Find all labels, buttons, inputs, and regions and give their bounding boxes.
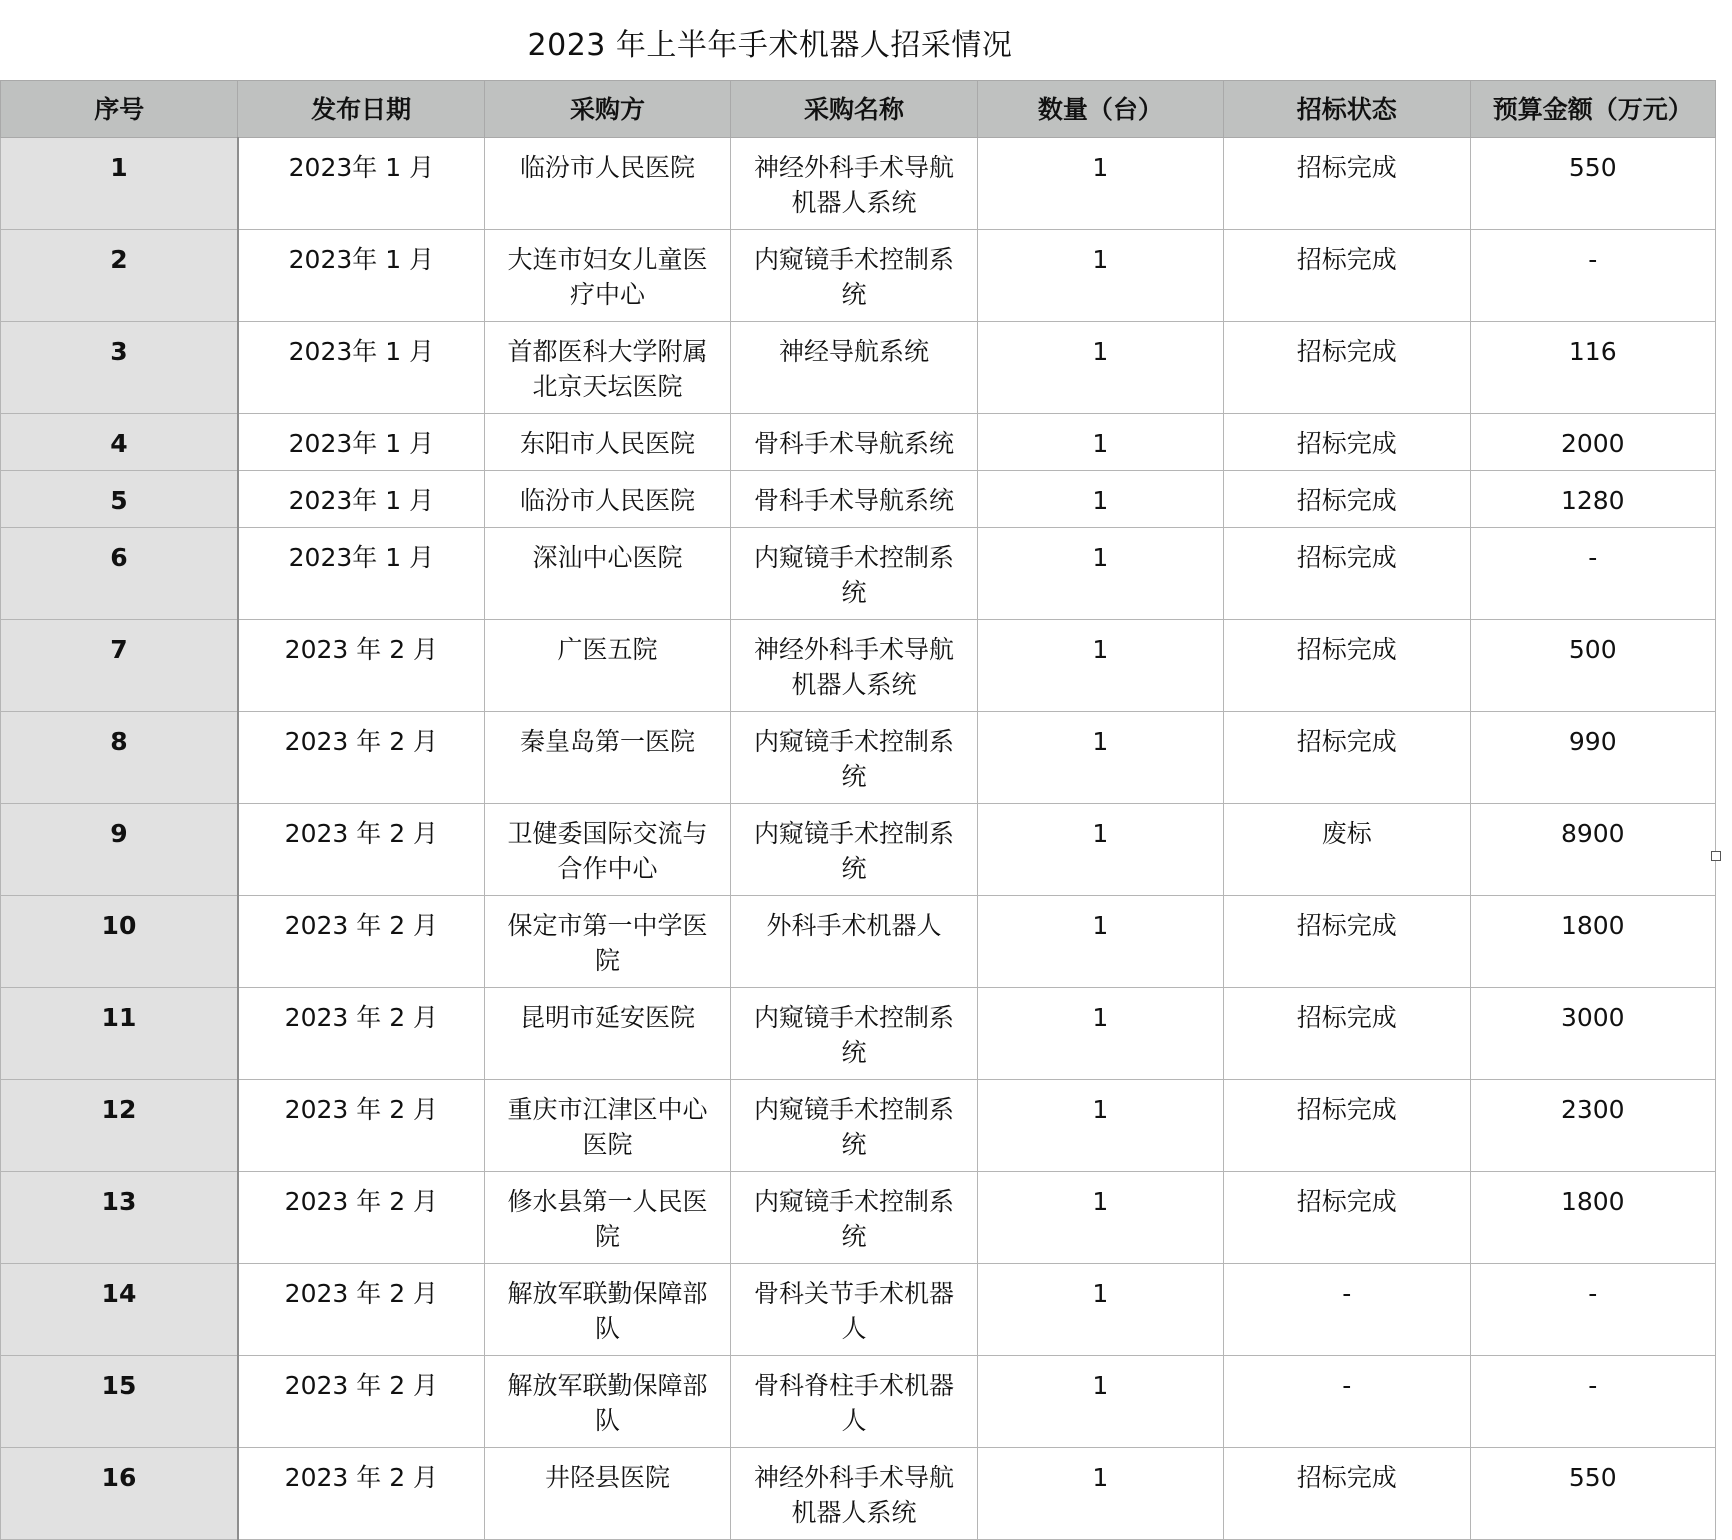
cell-qty[interactable] (977, 1448, 1223, 1540)
cell-date[interactable] (238, 471, 484, 528)
cell-date[interactable] (238, 414, 484, 471)
cell-budget-text: 550 (1568, 153, 1617, 182)
cell-name[interactable] (731, 138, 977, 230)
table-row (1, 620, 1716, 712)
cell-status-text: - (1342, 1279, 1352, 1308)
cell-date[interactable] (238, 620, 484, 712)
cell-date-text: 2023 年 2 月 (284, 819, 439, 848)
cell-name-text: 骨科手术导航系统 (753, 486, 954, 515)
cell-buyer-text: 临汾市人民医院 (520, 486, 696, 515)
cell-name[interactable] (731, 1448, 977, 1540)
page-title: 2023 年上半年手术机器人招采情况 (527, 28, 1013, 63)
cell-name[interactable] (731, 528, 977, 620)
cell-status[interactable] (1224, 712, 1470, 804)
cell-date-text: 2023 年 2 月 (284, 1279, 439, 1308)
cell-date[interactable] (238, 322, 484, 414)
cell-name[interactable] (731, 804, 977, 896)
cell-buyer-text: 首都医科大学附属北京天坛医院 (507, 337, 708, 401)
cell-buyer-text: 保定市第一中学医院 (507, 911, 708, 975)
table-row (1, 1448, 1716, 1540)
cell-status-text: 招标完成 (1296, 543, 1397, 572)
cell-no[interactable] (1, 1172, 238, 1264)
cell-qty-text: 1 (1092, 337, 1109, 366)
cell-name[interactable] (731, 896, 977, 988)
table-row (1, 804, 1716, 896)
cell-status-text: 招标完成 (1296, 1095, 1397, 1124)
cell-status[interactable] (1224, 896, 1470, 988)
cell-no[interactable] (1, 1448, 238, 1540)
cell-qty-text: 1 (1092, 245, 1109, 274)
cell-qty-text: 1 (1092, 1463, 1109, 1492)
cell-name[interactable] (731, 322, 977, 414)
table-row (1, 1264, 1716, 1356)
cell-no[interactable] (1, 414, 238, 471)
cell-buyer-text: 解放军联勤保障部队 (507, 1371, 708, 1435)
cell-budget-text: - (1588, 245, 1598, 274)
cell-budget-text: 1800 (1560, 911, 1625, 940)
cell-name-text: 神经外科手术导航机器人系统 (753, 1463, 954, 1527)
cell-name[interactable] (731, 1080, 977, 1172)
cell-name-text: 内窥镜手术控制系统 (753, 1095, 954, 1159)
cell-buyer-text: 重庆市江津区中心医院 (507, 1095, 708, 1159)
cell-buyer[interactable] (484, 1448, 730, 1540)
cell-status[interactable] (1224, 528, 1470, 620)
cell-budget-text: 1280 (1560, 486, 1625, 515)
procurement-table (0, 80, 1716, 1540)
cell-status[interactable] (1224, 1356, 1470, 1448)
cell-date[interactable] (238, 528, 484, 620)
table-row (1, 1172, 1716, 1264)
cell-budget[interactable] (1470, 471, 1715, 528)
cell-name[interactable] (731, 1356, 977, 1448)
cell-no-text: 4 (110, 429, 128, 458)
cell-date[interactable] (238, 1264, 484, 1356)
cell-no-text: 10 (101, 911, 137, 940)
cell-status-text: 招标完成 (1296, 1463, 1397, 1492)
cell-buyer[interactable] (484, 322, 730, 414)
cell-no-text: 13 (101, 1187, 137, 1216)
cell-status-text: 招标完成 (1296, 337, 1397, 366)
cell-buyer[interactable] (484, 528, 730, 620)
cell-buyer[interactable] (484, 988, 730, 1080)
col-header-buyer[interactable]: 采购方 (484, 81, 730, 138)
cell-status[interactable] (1224, 804, 1470, 896)
cell-qty-text: 1 (1092, 1003, 1109, 1032)
cell-budget-text: 3000 (1560, 1003, 1625, 1032)
cell-qty[interactable] (977, 620, 1223, 712)
cell-budget[interactable] (1470, 1080, 1715, 1172)
cell-status-text: 招标完成 (1296, 727, 1397, 756)
col-header-budget[interactable]: 预算金额（万元） (1470, 81, 1715, 138)
cell-status[interactable] (1224, 322, 1470, 414)
cell-budget-text: 116 (1568, 337, 1617, 366)
table-row (1, 414, 1716, 471)
cell-name-text: 内窥镜手术控制系统 (753, 1003, 954, 1067)
cell-name[interactable] (731, 1264, 977, 1356)
cell-date-text: 2023 年 2 月 (284, 1371, 439, 1400)
cell-budget-text: 990 (1568, 727, 1617, 756)
col-header-status[interactable]: 招标状态 (1224, 81, 1470, 138)
cell-status[interactable] (1224, 988, 1470, 1080)
spreadsheet-table[interactable] (0, 80, 1716, 1540)
cell-date[interactable] (238, 988, 484, 1080)
cell-no[interactable] (1, 138, 238, 230)
cell-date-text: 2023 年 2 月 (284, 1463, 439, 1492)
cell-date-text: 2023年 1 月 (288, 337, 435, 366)
cell-buyer-text: 广医五院 (557, 635, 658, 664)
cell-budget[interactable] (1470, 528, 1715, 620)
table-row (1, 138, 1716, 230)
cell-qty[interactable] (977, 471, 1223, 528)
cell-no-text: 7 (110, 635, 128, 664)
table-row (1, 988, 1716, 1080)
cell-date-text: 2023 年 2 月 (284, 1003, 439, 1032)
cell-buyer-text: 解放军联勤保障部队 (507, 1279, 708, 1343)
cell-status[interactable] (1224, 1172, 1470, 1264)
cell-no[interactable] (1, 1080, 238, 1172)
table-row (1, 471, 1716, 528)
cell-budget-text: 1800 (1560, 1187, 1625, 1216)
cell-status[interactable] (1224, 1264, 1470, 1356)
cell-date-text: 2023 年 2 月 (284, 1095, 439, 1124)
cell-name[interactable] (731, 414, 977, 471)
cell-name[interactable] (731, 620, 977, 712)
cell-name[interactable] (731, 471, 977, 528)
table-row (1, 1080, 1716, 1172)
cell-status-text: 招标完成 (1296, 1187, 1397, 1216)
cell-buyer-text: 卫健委国际交流与合作中心 (507, 819, 708, 883)
cell-name-text: 神经导航系统 (778, 337, 929, 366)
cell-name[interactable] (731, 988, 977, 1080)
cell-name-text: 神经外科手术导航机器人系统 (753, 153, 954, 217)
cell-buyer[interactable] (484, 414, 730, 471)
cell-date[interactable] (238, 896, 484, 988)
cell-name-text: 外科手术机器人 (766, 911, 942, 940)
cell-status-text: 招标完成 (1296, 245, 1397, 274)
cell-date[interactable] (238, 1448, 484, 1540)
cell-date[interactable] (238, 230, 484, 322)
cell-no[interactable] (1, 1356, 238, 1448)
table-row (1, 896, 1716, 988)
cell-buyer-text: 井陉县医院 (545, 1463, 671, 1492)
cell-qty[interactable] (977, 230, 1223, 322)
cell-date-text: 2023年 1 月 (288, 429, 435, 458)
cell-name-text: 内窥镜手术控制系统 (753, 245, 954, 309)
cell-budget-text: 550 (1568, 1463, 1617, 1492)
cell-qty[interactable] (977, 1172, 1223, 1264)
cell-name-text: 骨科手术导航系统 (753, 429, 954, 458)
cell-buyer[interactable] (484, 1080, 730, 1172)
cell-date[interactable] (238, 138, 484, 230)
cell-budget-text: 2000 (1560, 429, 1625, 458)
cell-status[interactable] (1224, 1448, 1470, 1540)
cell-no-text: 12 (101, 1095, 137, 1124)
cell-no[interactable] (1, 471, 238, 528)
cell-budget-text: - (1588, 1279, 1598, 1308)
cell-no-text: 8 (110, 727, 128, 756)
cell-date[interactable] (238, 1080, 484, 1172)
cell-status-text: 招标完成 (1296, 635, 1397, 664)
col-header-no[interactable]: 序号 (1, 81, 238, 138)
cell-date[interactable] (238, 1172, 484, 1264)
cell-date-text: 2023 年 2 月 (284, 911, 439, 940)
cell-name-text: 神经外科手术导航机器人系统 (753, 635, 954, 699)
cell-no-text: 11 (101, 1003, 137, 1032)
cell-buyer-text: 修水县第一人民医院 (507, 1187, 708, 1251)
cell-buyer[interactable] (484, 230, 730, 322)
cell-name[interactable] (731, 712, 977, 804)
cell-date-text: 2023年 1 月 (288, 153, 435, 182)
cell-budget-text: 2300 (1560, 1095, 1625, 1124)
cell-budget[interactable] (1470, 138, 1715, 230)
cell-buyer-text: 深汕中心医院 (532, 543, 683, 572)
cell-buyer[interactable] (484, 138, 730, 230)
cell-qty[interactable] (977, 712, 1223, 804)
cell-no[interactable] (1, 988, 238, 1080)
cell-qty-text: 1 (1092, 1095, 1109, 1124)
cell-status-text: 招标完成 (1296, 911, 1397, 940)
cell-qty[interactable] (977, 1264, 1223, 1356)
cell-qty-text: 1 (1092, 1279, 1109, 1308)
cell-no-text: 5 (110, 486, 128, 515)
cell-budget[interactable] (1470, 1448, 1715, 1540)
cell-qty-text: 1 (1092, 153, 1109, 182)
cell-name[interactable] (731, 230, 977, 322)
cell-status[interactable] (1224, 620, 1470, 712)
cell-qty[interactable] (977, 896, 1223, 988)
cell-no-text: 9 (110, 819, 128, 848)
cell-no[interactable] (1, 620, 238, 712)
cell-status[interactable] (1224, 1080, 1470, 1172)
cell-no[interactable] (1, 712, 238, 804)
col-header-name[interactable]: 采购名称 (731, 81, 977, 138)
cell-no[interactable] (1, 528, 238, 620)
cell-qty-text: 1 (1092, 819, 1109, 848)
cell-buyer[interactable] (484, 471, 730, 528)
cell-budget-text: 500 (1568, 635, 1617, 664)
cell-budget[interactable] (1470, 1356, 1715, 1448)
cell-name-text: 内窥镜手术控制系统 (753, 543, 954, 607)
cell-name-text: 内窥镜手术控制系统 (753, 1187, 954, 1251)
cell-qty-text: 1 (1092, 727, 1109, 756)
table-row (1, 322, 1716, 414)
cell-budget[interactable] (1470, 620, 1715, 712)
col-header-date[interactable]: 发布日期 (238, 81, 484, 138)
cell-no-text: 3 (110, 337, 128, 366)
cell-name-text: 骨科脊柱手术机器人 (753, 1371, 954, 1435)
cell-no-text: 1 (110, 153, 128, 182)
cell-no[interactable] (1, 804, 238, 896)
col-header-qty[interactable]: 数量（台） (977, 81, 1223, 138)
cell-status[interactable] (1224, 230, 1470, 322)
cell-name-text: 内窥镜手术控制系统 (753, 727, 954, 791)
cell-no[interactable] (1, 322, 238, 414)
table-row (1, 712, 1716, 804)
cell-no-text: 15 (101, 1371, 137, 1400)
cell-no[interactable] (1, 896, 238, 988)
cell-no[interactable] (1, 230, 238, 322)
cell-date-text: 2023年 1 月 (288, 486, 435, 515)
cell-status[interactable] (1224, 138, 1470, 230)
cell-buyer[interactable] (484, 896, 730, 988)
table-row (1, 1356, 1716, 1448)
cell-buyer-text: 大连市妇女儿童医疗中心 (507, 245, 708, 309)
cell-qty[interactable] (977, 804, 1223, 896)
cell-budget[interactable] (1470, 322, 1715, 414)
cell-buyer[interactable] (484, 1356, 730, 1448)
cell-qty[interactable] (977, 528, 1223, 620)
cell-no-text: 14 (101, 1279, 137, 1308)
cell-date-text: 2023 年 2 月 (284, 635, 439, 664)
cell-budget[interactable] (1470, 414, 1715, 471)
header-row (1, 81, 1716, 138)
cell-status[interactable] (1224, 414, 1470, 471)
cell-budget[interactable] (1470, 804, 1715, 896)
cell-budget[interactable] (1470, 896, 1715, 988)
cell-budget[interactable] (1470, 1264, 1715, 1356)
cell-buyer[interactable] (484, 804, 730, 896)
cell-qty-text: 1 (1092, 911, 1109, 940)
cell-qty[interactable] (977, 1356, 1223, 1448)
cell-budget-text: 8900 (1560, 819, 1625, 848)
cell-status-text: 招标完成 (1296, 1003, 1397, 1032)
cell-buyer[interactable] (484, 620, 730, 712)
table-row (1, 230, 1716, 322)
cell-buyer[interactable] (484, 1264, 730, 1356)
cell-status-text: - (1342, 1371, 1352, 1400)
cell-buyer-text: 临汾市人民医院 (520, 153, 696, 182)
cell-status[interactable] (1224, 471, 1470, 528)
cell-budget-text: - (1588, 1371, 1598, 1400)
cell-no-text: 16 (101, 1463, 137, 1492)
cell-buyer-text: 秦皇岛第一医院 (520, 727, 696, 756)
cell-qty-text: 1 (1092, 635, 1109, 664)
cell-qty[interactable] (977, 988, 1223, 1080)
cell-budget[interactable] (1470, 988, 1715, 1080)
cell-no-text: 6 (110, 543, 128, 572)
cell-date[interactable] (238, 1356, 484, 1448)
cell-budget[interactable] (1470, 1172, 1715, 1264)
cell-name-text: 骨科关节手术机器人 (753, 1279, 954, 1343)
cell-qty-text: 1 (1092, 1371, 1109, 1400)
cell-status-text: 招标完成 (1296, 429, 1397, 458)
cell-qty[interactable] (977, 322, 1223, 414)
cell-date[interactable] (238, 804, 484, 896)
cell-qty[interactable] (977, 1080, 1223, 1172)
cell-qty-text: 1 (1092, 1187, 1109, 1216)
cell-buyer-text: 东阳市人民医院 (520, 429, 696, 458)
cell-date-text: 2023 年 2 月 (284, 727, 439, 756)
cell-no-text: 2 (110, 245, 128, 274)
cell-qty[interactable] (977, 414, 1223, 471)
table-row (1, 528, 1716, 620)
cell-budget[interactable] (1470, 712, 1715, 804)
cell-date-text: 2023 年 2 月 (284, 1187, 439, 1216)
cell-name-text: 内窥镜手术控制系统 (753, 819, 954, 883)
resize-handle[interactable] (1711, 851, 1721, 861)
cell-date[interactable] (238, 712, 484, 804)
cell-name[interactable] (731, 1172, 977, 1264)
cell-buyer[interactable] (484, 1172, 730, 1264)
cell-qty[interactable] (977, 138, 1223, 230)
cell-buyer-text: 昆明市延安医院 (520, 1003, 696, 1032)
cell-qty-text: 1 (1092, 486, 1109, 515)
cell-date-text: 2023年 1 月 (288, 543, 435, 572)
cell-status-text: 招标完成 (1296, 153, 1397, 182)
cell-status-text: 招标完成 (1296, 486, 1397, 515)
cell-qty-text: 1 (1092, 429, 1109, 458)
cell-budget[interactable] (1470, 230, 1715, 322)
cell-budget-text: - (1588, 543, 1598, 572)
cell-status-text: 废标 (1321, 819, 1372, 848)
cell-buyer[interactable] (484, 712, 730, 804)
cell-date-text: 2023年 1 月 (288, 245, 435, 274)
cell-qty-text: 1 (1092, 543, 1109, 572)
cell-no[interactable] (1, 1264, 238, 1356)
